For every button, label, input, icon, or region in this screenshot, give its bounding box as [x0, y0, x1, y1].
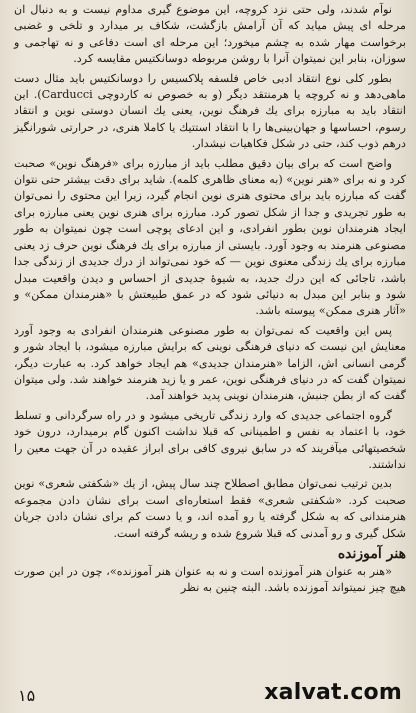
- paragraph-6: بدین ترتیب نمی‌توان مطابق اصطلاح چند سال پیش، از یك «شکفتی شعری» نوین صحبت کرد. «شکفتی شعری» فقط استعاره‌ای است برای نشان دادن مجموعه هنرمندانی که به شکل گرفته یا رو آمده اند، و یا دست کم برای نشان دادن جریان شکل گیری و رو آمدنی که قبلا شروع شده و ریشه گرفته است.: [14, 477, 406, 540]
- body-text: [14, 2, 406, 600]
- paragraph-5: گروه اجتماعی جدیدی که وارد زندگی تاریخی میشود و در راه سرگردانی و تسلط خود، با اعتماد به نفس و اطمینانی که قبلا نداشت اکنون گام برمیدارد، درون خود شخصیتهائی میآفریند که در سابق نیروی کافی برای ابراز عقیده در آن جهت معین را نداشتند.: [14, 408, 406, 471]
- paragraph-2: بطور کلی نوع انتقاد ادبی خاص فلسفه پلاکسیس را دوسانکتیس باید مثال دست ماهی‌دهد و نه کروچه یا هرمنتقد دیگر (و به خصوص نه کاردوچی Carducci). این انتقاد باید به مبارزه برای یك فرهنگ نوین، یعنی یك انسان دوستی نوین و انتقاد رسوم، احساسها و جهان‌بینی‌ها را با انتقاد استتیك یا کاملا هنری، در حرارتی شورانگیز درهم ذوب کند، حتی در شکل فکاهیات نیشدار.: [14, 71, 406, 151]
- paragraph-1: نوآم شدند، ولی حتی نزد کروچه، این موضوع گیری مداوم نیست و به دنبال ان مرحله ای پیش میاید که آن آرامش بازگشت، شکاف بر میدارد و تلخی و غضبی برخواست مهار شده به چشم میخورد؛ این مرحله ای است دفاعی و نه تهاجمی و سوزان، بنابر این نمیتوان آنرا با روشن مربوطه دوسانکتیس مقایسه کرد.: [14, 3, 406, 66]
- paragraph-4: پس این واقعیت که نمی‌توان به طور مصنوعی هنرمندان انفرادی به وجود آورد معنایش این نیست که دنیای فرهنگی نوینی که برایش مبارزه میشود، با ایجاد شور و گرمی انسانی اش، الزاما «هنرمندان جدیدی» هم ایجاد خواهد کرد. به عبارت دیگر، نمیتوان گفت که در دنیای فرهنگی نوین، عمر و یا زید هنرمند خواهند شد. ولی میتوان گفت که از بطن جنبش، هنرمندان نوینی پدید خواهند آمد.: [14, 323, 406, 403]
- closing-paragraph: «هنر به عنوان هنر آموزنده است و نه به عنوان هنر آموزنده»، چون در این صورت هیچ چیز نمیتواند آموزنده باشد. البته چنین به نظر: [14, 565, 406, 595]
- page-number: ۱۵: [18, 686, 36, 705]
- watermark: xalvat.com: [264, 680, 402, 705]
- paragraph-3: واضح است که برای بیان دقیق مطلب باید از مبارزه برای «فرهنگ نوین» صحبت کرد و نه برای «هنر نوین» (به معنای ظاهری کلمه). شاید برای دقت بیشتر حتی نتوان گفت که مبارزه باید برای محتوی هنری نوین انجام گیرد، زیرا این محتوی را نمی‌توان به طور تجریدی و جدا از شکل تصور کرد. مبارزه برای هنری نوین یعنی مبارزه برای ایجاد هنرمندان نوین بطور انفرادی، و این ادعای پوچی است چون نمیتوان به طور مصنوعی هنرمند به وجود آورد. بایستی از مبارزه برای یك فرهنگ نوین حرف زد یعنی مبارزه برای یك زندگی معنوی نوین — که خود نمی‌تواند از درك جدیدی از زندگی جدا باشد، تاجائی که این درك جدید، به شیوهٔ جدیدی از احساس و دیدن واقعیت مبدل شود و بنابر این مبدل به دنیائی شود که در عمق طبیعتش با «هنرمندان ممکن» و «آثار هنری ممکن» پیوسته باشد.: [14, 156, 406, 318]
- section-heading: هنر آموزنده: [337, 546, 406, 562]
